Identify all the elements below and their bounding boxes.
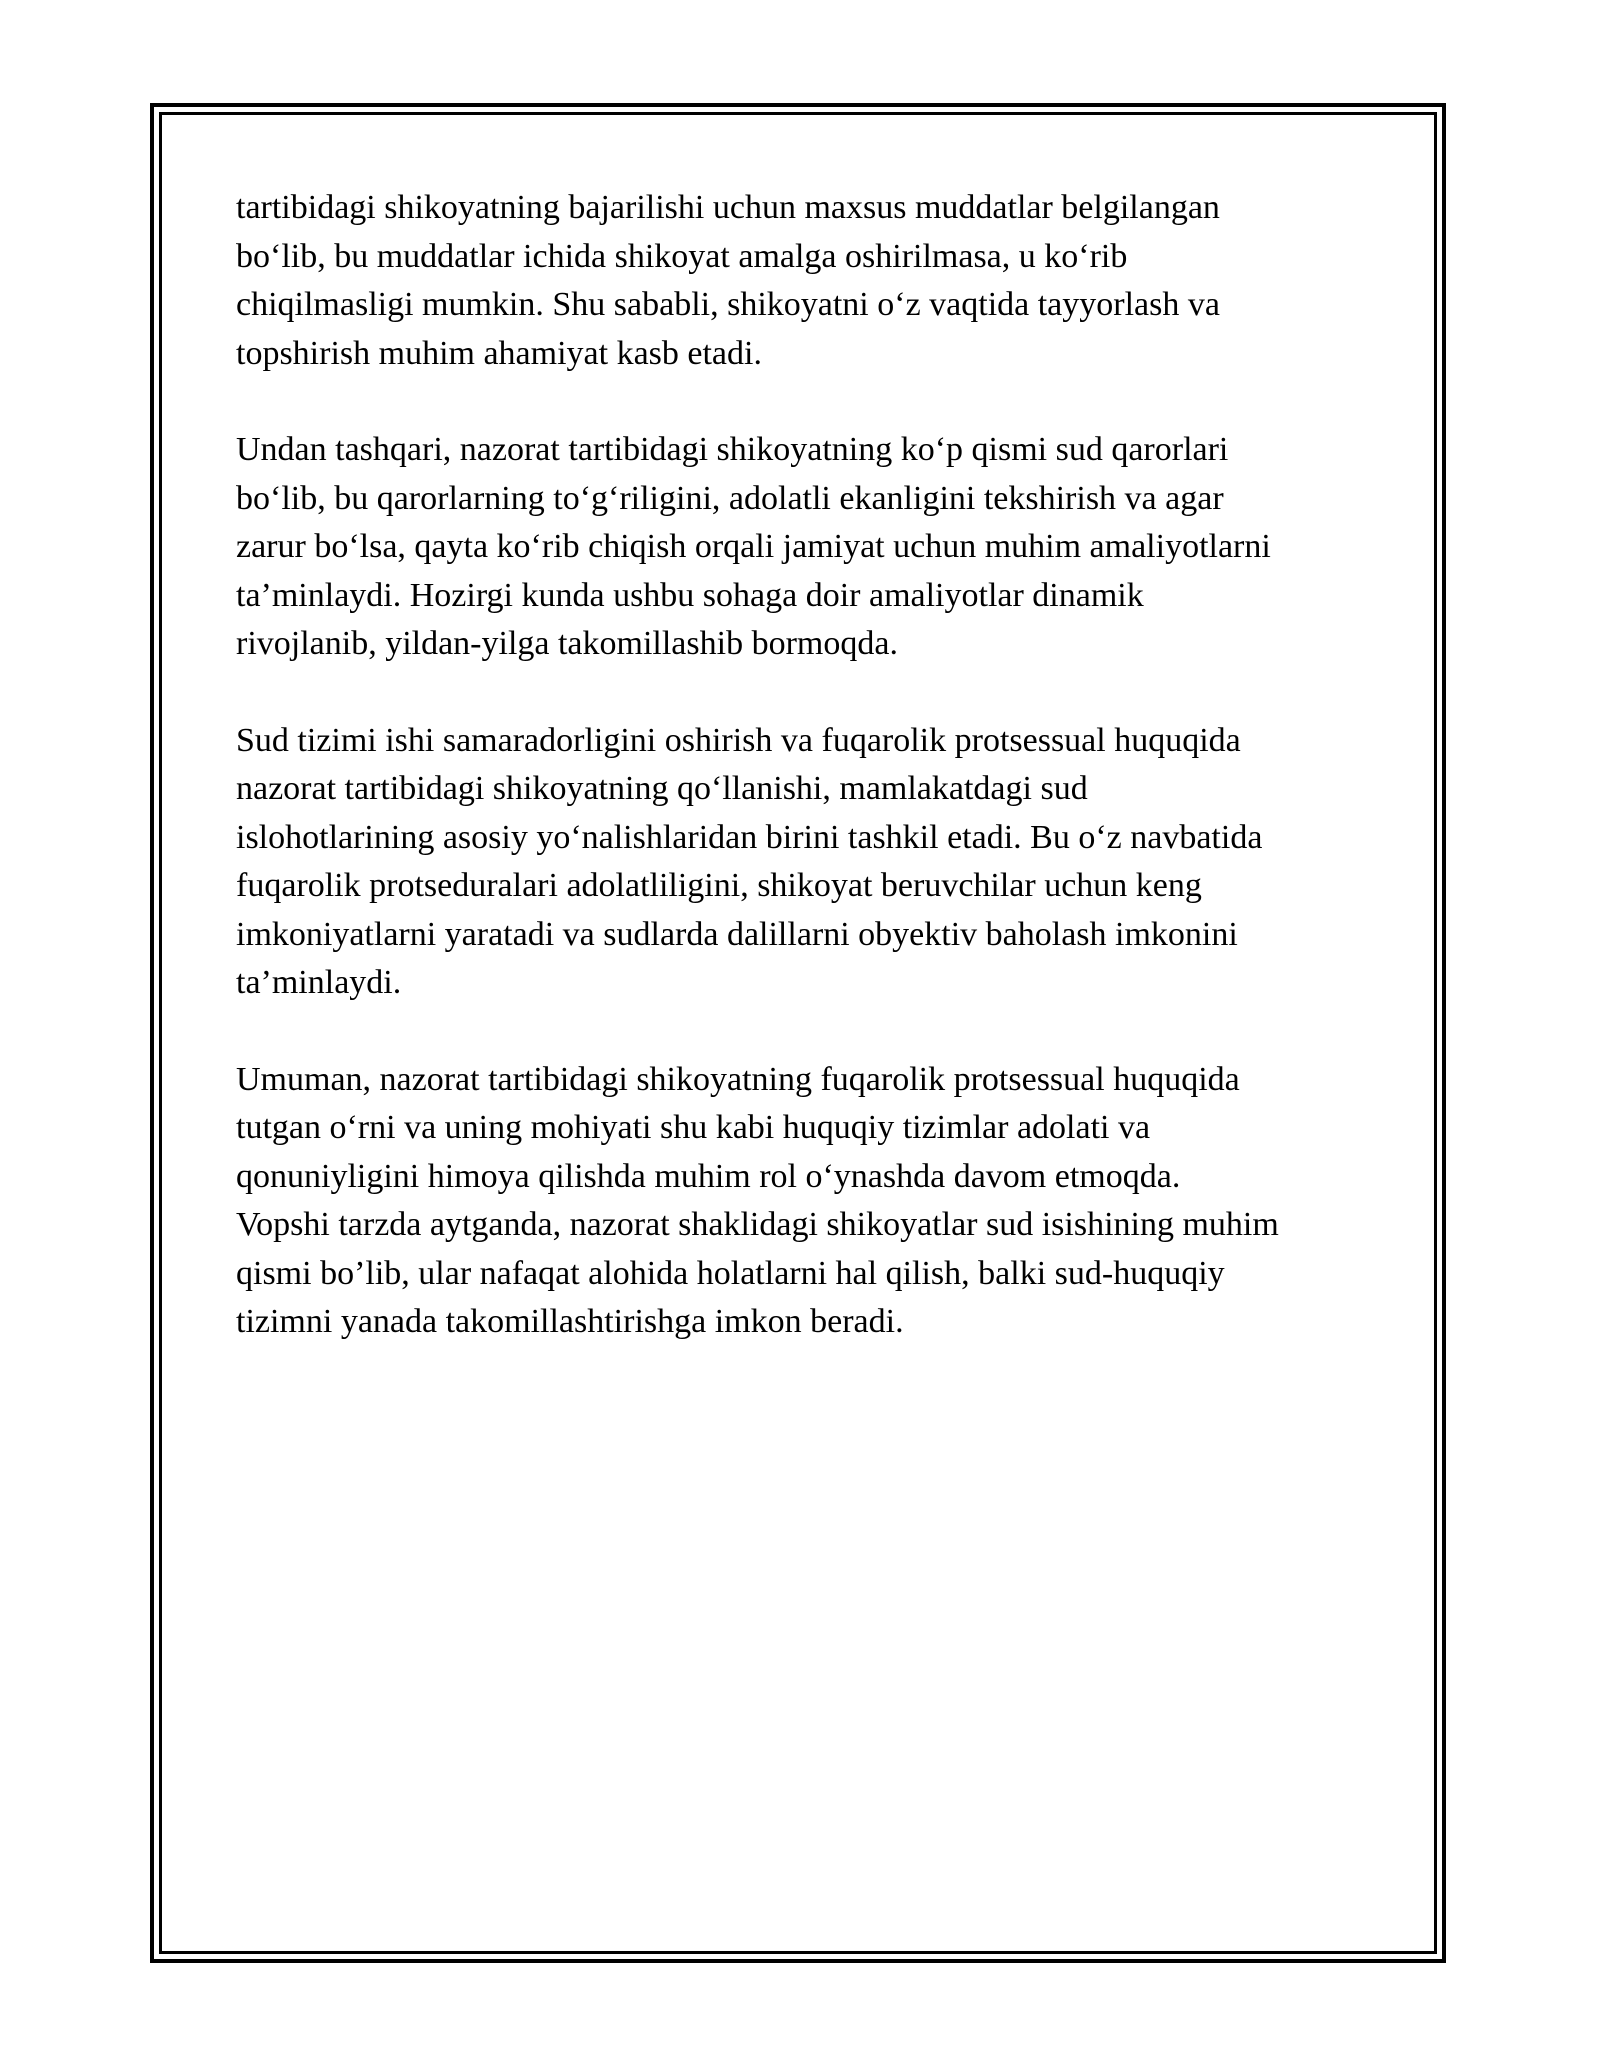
text-line: imkoniyatlarni yaratadi va sudlarda dalillarni obyektiv baholash imkonini <box>236 915 1238 953</box>
text-line: ta’minlaydi. Hozirgi kunda ushbu sohaga doir amaliyotlar dinamik <box>236 576 1144 614</box>
text-line: Sud tizimi ishi samaradorligini oshirish va fuqarolik protsessual huquqida <box>236 721 1241 759</box>
text-line: nazorat tartibidagi shikoyatning qo‘llanishi, mamlakatdagi sud <box>236 770 1088 807</box>
paragraph <box>236 184 1376 378</box>
text-line: rivojlanib, yildan-yilga takomillashib bormoqda. <box>236 625 898 662</box>
text-line: bo‘lib, bu qarorlarning to‘g‘riligini, adolatli ekanligini tekshirish va agar <box>236 479 1224 517</box>
text-line: Umuman, nazorat tartibidagi shikoyatning fuqarolik protsessual huquqida <box>236 1060 1240 1098</box>
text-line: Vopshi tarzda aytganda, nazorat shaklidagi shikoyatlar sud isishining muhim <box>236 1206 1279 1243</box>
text-line: islohotlarining asosiy yo‘nalishlaridan birini tashkil etadi. Bu o‘z navbatida <box>236 818 1263 856</box>
paragraph <box>236 426 1376 669</box>
text-line: chiqilmasligi mumkin. Shu sababli, shikoyatni o‘z vaqtida tayyorlash va <box>236 286 1220 323</box>
text-line: tizimni yanada takomillashtirishga imkon beradi. <box>236 1303 904 1340</box>
paragraph <box>236 717 1376 1008</box>
text-line: tartibidagi shikoyatning bajarilishi uchun maxsus muddatlar belgilangan <box>236 189 1220 226</box>
text-line: zarur bo‘lsa, qayta ko‘rib chiqish orqali jamiyat uchun muhim amaliyotlarni <box>236 528 1271 565</box>
text-line: ta’minlaydi. <box>236 964 402 1001</box>
text-line: qonuniyligini himoya qilishda muhim rol o‘ynashda davom etmoqda. <box>236 1157 1181 1195</box>
document-body <box>236 184 1376 1395</box>
paragraph <box>236 1056 1376 1347</box>
text-line: tutgan o‘rni va uning mohiyati shu kabi huquqiy tizimlar adolati va <box>236 1109 1151 1146</box>
text-line: fuqarolik protseduralari adolatliligini, shikoyat beruvchilar uchun keng <box>236 867 1202 904</box>
text-line: topshirish muhim ahamiyat kasb etadi. <box>236 334 762 372</box>
text-line: bo‘lib, bu muddatlar ichida shikoyat amalga oshirilmasa, u ko‘rib <box>236 237 1128 275</box>
text-line: qismi bo’lib, ular nafaqat alohida holatlarni hal qilish, balki sud-huquqiy <box>236 1254 1225 1292</box>
text-line: Undan tashqari, nazorat tartibidagi shikoyatning ko‘p qismi sud qarorlari <box>236 431 1229 468</box>
